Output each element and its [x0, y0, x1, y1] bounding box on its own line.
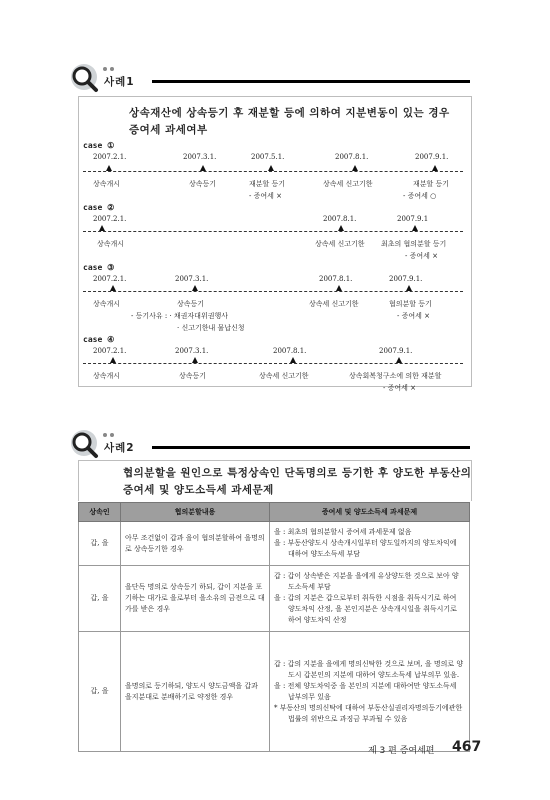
case1-date-3: 2007.5.1. [251, 153, 285, 161]
case3-marker-3 [336, 285, 342, 291]
case2-tag: case ② [83, 203, 115, 212]
page-number: 467 [452, 739, 482, 755]
case3-marker-1 [110, 285, 116, 291]
example1-title: 상속재산에 상속등기 후 재분할 등에 의하여 지분변동이 있는 경우 증여세 과세여부 [129, 107, 450, 136]
case2-timeline [83, 231, 463, 232]
table-row [79, 566, 470, 632]
case1-date-2: 2007.3.1. [183, 153, 217, 161]
row1-issues [270, 522, 470, 566]
case2-date-1: 2007.2.1. [93, 215, 127, 223]
case4-date-2: 2007.3.1. [175, 347, 209, 355]
case1-note-2: - 증여세 ○ [403, 192, 437, 200]
row3-issue-2: 을 : 전체 양도차익중 을 본인의 지분에 대하여만 양도소득세 납부의무 있음 [274, 681, 457, 701]
row3-issue-3: * 부동산의 명의신탁에 대하여 부동산실권리자명의등기에관한법률의 위반으로 과징금 부과될 수 있음 [274, 703, 463, 723]
case4-marker-2 [192, 357, 198, 363]
case4-marker-4 [396, 357, 402, 363]
case4-timeline [83, 363, 463, 364]
case1-date-1: 2007.2.1. [93, 153, 127, 161]
case1-marker-5 [432, 165, 438, 171]
row2-issue-2: 을 : 갑의 지분은 갑으로부터 취득한 시점을 취득시기로 하여 양도차익 산정, 을 본인지분은 상속개시일을 취득시기로 하여 양도차익 산정 [274, 594, 457, 624]
case4-event-1: 상속개시 [93, 372, 121, 380]
row1-content: 아무 조건없이 갑과 을이 협의분할하여 을명의로 상속등기한 경우 [121, 522, 270, 566]
case4-date-1: 2007.2.1. [93, 347, 127, 355]
case1-marker-2 [200, 165, 206, 171]
row2-heir: 갑, 을 [79, 566, 121, 632]
case3-note-3: - 증여세 × [397, 312, 430, 320]
case2-marker-1 [99, 225, 105, 231]
row1-issue-2: 을 : 부동산양도시 상속개시일부터 양도일까지의 양도차익에 대하여 양도소득세 부담 [274, 539, 457, 558]
case3-date-4: 2007.9.1. [389, 275, 423, 283]
case3-marker-2 [192, 285, 198, 291]
case1-event-1: 상속개시 [93, 180, 121, 188]
row3-heir: 갑, 을 [79, 632, 121, 752]
case3-marker-4 [406, 285, 412, 291]
case4-date-3: 2007.8.1. [273, 347, 307, 355]
header-division: 협의분할내용 [121, 503, 270, 522]
case2-event-3: 최초의 협의분할 등기 [381, 240, 447, 248]
case3-note-1: - 등기사유 : · 채권자대위권행사 [131, 312, 228, 320]
case1-event-3: 재분할 등기 [249, 180, 286, 188]
case2-event-1: 상속개시 [97, 240, 125, 248]
header-heir: 상속인 [79, 503, 121, 522]
case2-marker-2 [338, 225, 344, 231]
row1-issue-1: 을 : 최초의 협의분할시 증여세 과세문제 없음 [274, 528, 412, 536]
example1-label: 사례1 [104, 76, 135, 88]
case4-date-4: 2007.9.1. [379, 347, 413, 355]
table-row [79, 632, 470, 752]
case1-date-4: 2007.8.1. [335, 153, 369, 161]
dots-decoration [102, 64, 132, 74]
row2-issues [270, 566, 470, 632]
example1-panel [78, 96, 472, 392]
header-tax-issue: 증여세 및 양도소득세 과세문제 [270, 503, 470, 522]
case4-marker-3 [290, 357, 296, 363]
case3-date-1: 2007.2.1. [93, 275, 127, 283]
case4-tag: case ④ [83, 335, 115, 344]
example2-title-panel [78, 460, 472, 501]
case2-date-2: 2007.8.1. [323, 215, 357, 223]
case1-event-5: 재분할 등기 [413, 180, 450, 188]
case4-marker-1 [110, 357, 116, 363]
example2-heading [64, 432, 484, 460]
case1-note-1: - 증여세 × [249, 192, 282, 200]
footer-section: 제 3 편 증여세편 [368, 746, 435, 756]
case2-marker-3 [412, 225, 418, 231]
case3-tag: case ③ [83, 263, 115, 272]
case3-timeline [83, 291, 463, 292]
magnifier-icon [64, 60, 104, 100]
example2-title-line1: 협의분할을 원인으로 특정상속인 단독명의로 등기한 후 양도한 부동산의 [123, 467, 472, 479]
case4-note-1: - 증여세 × [383, 384, 416, 392]
row2-content: 을단독 명의로 상속등기 하되, 갑이 지분을 포기하는 대가로 을로부터 을소유의 금전으로 대가를 받은 경우 [121, 566, 270, 632]
row3-content: 을명의로 등기하되, 양도시 양도금액을 갑과 을지분대로 분배하기로 약정한 경우 [121, 632, 270, 752]
case1-marker-1 [106, 165, 112, 171]
case4-event-2: 상속등기 [179, 372, 207, 380]
case3-event-3: 상속세 신고기한 [309, 300, 359, 308]
table-row [79, 522, 470, 566]
row1-heir: 갑, 을 [79, 522, 121, 566]
case3-date-3: 2007.8.1. [319, 275, 353, 283]
case1-marker-4 [352, 165, 358, 171]
case3-event-4: 협의분할 등기 [389, 300, 432, 308]
case2-note-1: - 증여세 × [405, 252, 438, 260]
case2-event-2: 상속세 신고기한 [315, 240, 365, 248]
case2-date-3: 2007.9.1 [397, 215, 429, 223]
case1-tag: case ① [83, 141, 115, 150]
case1-timeline [83, 171, 463, 172]
case4-event-4: 상속회복청구소에 의한 재분할 [349, 372, 442, 380]
case1-date-5: 2007.9.1. [415, 153, 449, 161]
case4-event-3: 상속세 신고기한 [259, 372, 309, 380]
table-header-row [79, 503, 470, 522]
example1-header-line [152, 80, 470, 83]
case3-event-2: 상속등기 [177, 300, 205, 308]
example2-label: 사례2 [104, 442, 135, 454]
example2-header-line [152, 446, 470, 449]
case3-note-2: · 신고기한내 물납신청 [177, 324, 245, 332]
case1-event-2: 상속등기 [189, 180, 217, 188]
example2-table [78, 502, 470, 752]
example2-title-line2: 증여세 및 양도소득세 과세문제 [123, 484, 274, 496]
case1-event-4: 상속세 신고기한 [323, 180, 373, 188]
case3-date-2: 2007.3.1. [175, 275, 209, 283]
case1-marker-3 [268, 165, 274, 171]
case3-event-1: 상속개시 [93, 300, 121, 308]
row2-issue-1: 갑 : 갑이 상속받은 지분을 을에게 유상양도한 것으로 보아 양도소득세 부담 [274, 572, 459, 591]
dots-decoration [102, 430, 132, 440]
example1-heading [64, 66, 484, 94]
row3-issues [270, 632, 470, 752]
row3-issue-1: 갑 : 갑의 지분을 을에게 명의신탁한 것으로 보며, 을 명의로 양도시 갑본인의 지분에 대하여 양도소득세 납부의무 있음. [274, 659, 464, 679]
